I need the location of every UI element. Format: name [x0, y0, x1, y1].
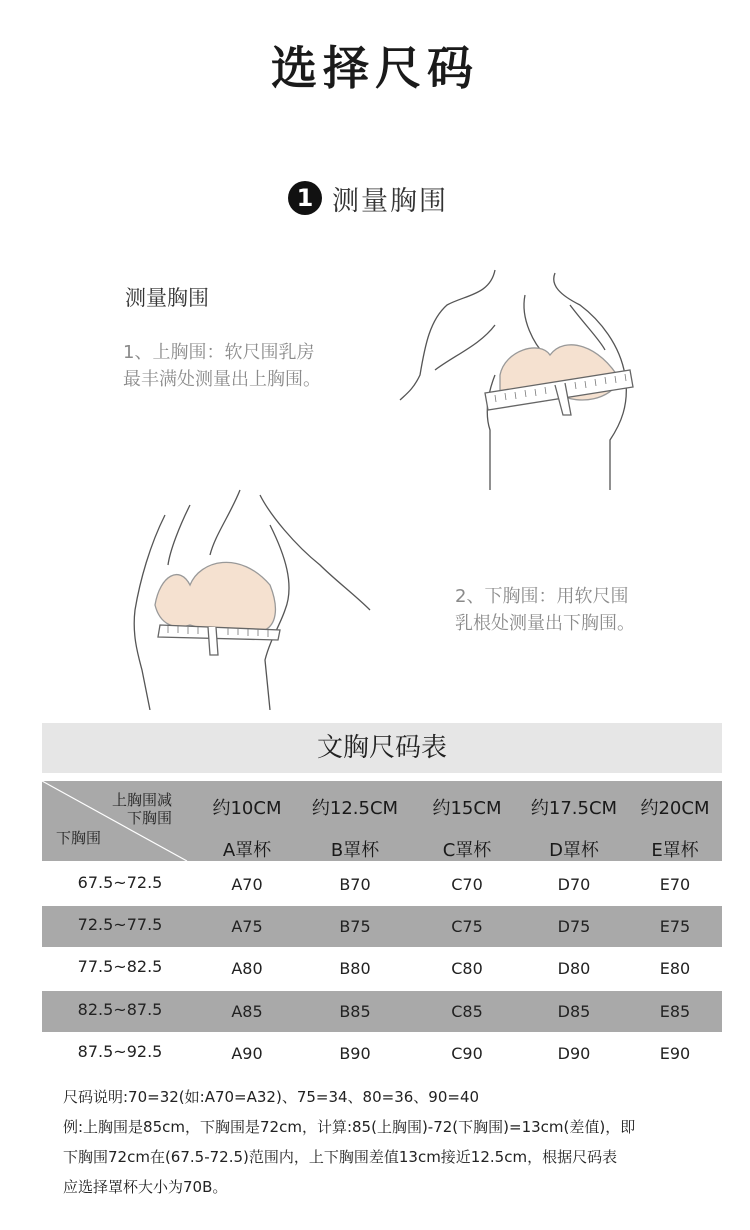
size-cell: D75: [557, 917, 591, 936]
upper-bust-description: 1、上胸围：软尺围乳房 最丰满处测量出上胸围。: [123, 342, 321, 390]
size-cell: B80: [339, 959, 371, 978]
size-cell: B85: [339, 1002, 371, 1021]
note-line: 尺码说明:70=32(如:A70=A32)、75=34、80=36、90=40: [63, 1088, 480, 1106]
size-cell: B70: [339, 875, 371, 894]
note-line: 例:上胸围是85cm，下胸围是72cm，计算:85(上胸围)-72(下胸围)=13cm(差值)，即: [63, 1118, 636, 1136]
size-cell: D70: [557, 875, 591, 894]
underbust-range: 67.5~72.5: [77, 873, 163, 892]
measure-heading: 测量胸围: [125, 286, 209, 310]
size-cell: E85: [659, 1002, 691, 1021]
size-cell: C75: [451, 917, 483, 936]
size-cell: A80: [231, 959, 263, 978]
size-cell: D85: [557, 1002, 591, 1021]
size-notes: [63, 1082, 635, 1202]
size-cell: B75: [339, 917, 371, 936]
size-cell: A75: [231, 917, 263, 936]
step-number-badge: 1: [288, 181, 322, 215]
underbust-range: 72.5~77.5: [77, 915, 163, 934]
size-cell: E75: [659, 917, 691, 936]
size-cell: E90: [659, 1044, 691, 1063]
size-cell: A70: [231, 875, 263, 894]
size-cell: D90: [557, 1044, 591, 1063]
size-cell: D80: [557, 959, 591, 978]
table-row: [42, 991, 722, 1032]
header-underbust-label: 下胸围: [56, 829, 102, 847]
size-cell: E70: [659, 875, 691, 894]
size-cell: C90: [451, 1044, 483, 1063]
step-heading: [288, 176, 448, 220]
table-row: [42, 1033, 722, 1074]
size-table-header: 上胸围减 下胸围 下胸围 约10CM A罩杯 约12.5CM B罩杯 约15CM C罩杯 约17.5CM D罩杯 约20CM E罩杯: [42, 781, 722, 861]
size-cell: C85: [451, 1002, 483, 1021]
note-line: 下胸围72cm在(67.5-72.5)范围内，上下胸围差值13cm接近12.5cm，根据尺码表: [63, 1148, 618, 1166]
size-cell: E80: [659, 959, 691, 978]
size-cell: A90: [231, 1044, 263, 1063]
table-row: [42, 864, 722, 905]
page-title: 选择尺码: [271, 41, 479, 95]
underbust-range: 82.5~87.5: [77, 1000, 163, 1019]
size-cell: B90: [339, 1044, 371, 1063]
size-table-title: 文胸尺码表: [42, 723, 722, 773]
under-bust-description: 2、下胸围：用软尺围 乳根处测量出下胸围。: [455, 586, 635, 634]
under-bust-illustration: [120, 485, 380, 710]
header-diff-label: 上胸围减 下胸围: [112, 791, 173, 827]
table-row: [42, 948, 722, 989]
underbust-range: 87.5~92.5: [77, 1042, 163, 1061]
underbust-range: 77.5~82.5: [77, 957, 163, 976]
table-row: [42, 906, 722, 947]
size-cell: C70: [451, 875, 483, 894]
note-line: 应选择罩杯大小为70B。: [63, 1178, 228, 1196]
upper-bust-illustration: [395, 265, 645, 495]
size-cell: A85: [231, 1002, 263, 1021]
size-cell: C80: [451, 959, 483, 978]
step-label: 测量胸围: [332, 185, 448, 217]
